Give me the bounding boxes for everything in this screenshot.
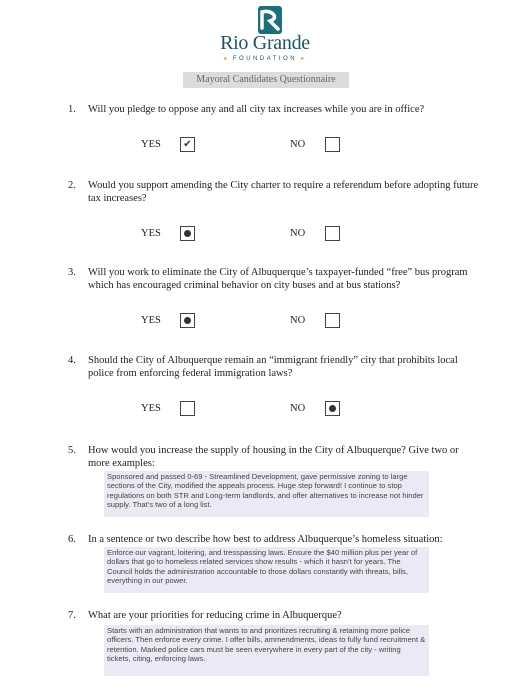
question-number: 7. bbox=[68, 610, 76, 621]
q1-yes-label: YES bbox=[141, 139, 161, 150]
question-text: Will you pledge to oppose any and all city tax increases while you are in office? bbox=[88, 104, 425, 115]
question-number: 2. bbox=[68, 180, 76, 191]
question-text: Would you support amending the City charter to require a referendum before adopting future tax increases? bbox=[88, 180, 479, 204]
q4-no-label: NO bbox=[290, 403, 306, 414]
q3-no-label: NO bbox=[290, 315, 306, 326]
radio-selected-dot bbox=[184, 230, 191, 237]
question-number: 3. bbox=[68, 267, 76, 278]
question-1 bbox=[68, 103, 480, 117]
question-text: Will you work to eliminate the City of Albuquerque’s taxpayer-funded “free” bus program which has encouraged criminal behavior on city buses and at bus stations? bbox=[88, 267, 468, 291]
q2-yes-label: YES bbox=[141, 228, 161, 239]
question-text: Should the City of Albuquerque remain an “immigrant friendly” city that prohibits local police from enforcing federal immigration laws? bbox=[88, 355, 458, 379]
question-number: 4. bbox=[68, 355, 76, 366]
radio-selected-dot bbox=[329, 405, 336, 412]
question-5 bbox=[68, 444, 480, 472]
question-number: 1. bbox=[68, 104, 76, 115]
question-text: What are your priorities for reducing crime in Albuquerque? bbox=[88, 610, 342, 621]
question-text: In a sentence or two describe how best to address Albuquerque’s homeless situation: bbox=[88, 534, 443, 545]
checkmark-icon: ✔ bbox=[183, 139, 192, 150]
question-text: How would you increase the supply of housing in the City of Albuquerque? Give two or more examples: bbox=[88, 445, 459, 469]
question-number: 6. bbox=[68, 534, 76, 545]
question-2 bbox=[68, 179, 480, 207]
question-4 bbox=[68, 354, 480, 382]
q2-no-label: NO bbox=[290, 228, 306, 239]
right-arrow-icon: ▸ bbox=[301, 56, 307, 62]
rio-grande-logo-icon bbox=[258, 6, 282, 34]
q1-no-checkbox[interactable] bbox=[325, 137, 340, 152]
question-7 bbox=[68, 609, 480, 623]
q4-yes-label: YES bbox=[141, 403, 161, 414]
q6-answer-field[interactable]: Enforce our vagrant, loitering, and tresspassing laws. Ensure the $40 million plus per year of dollars that go to homeless related services show results - which it hasn’t for years. The Council holds the administration accountable to those dollars constantly with threats, bills, everything in our power. bbox=[104, 547, 429, 593]
question-3 bbox=[68, 266, 480, 294]
brand-name: Rio Grande bbox=[220, 32, 310, 54]
q4-yes-radio[interactable] bbox=[180, 401, 195, 416]
q2-yes-radio[interactable] bbox=[180, 226, 195, 241]
q3-no-radio[interactable] bbox=[325, 313, 340, 328]
q1-no-label: NO bbox=[290, 139, 306, 150]
q5-answer-field[interactable]: Sponsored and passed 0-69 - Streamlined Development, gave permissive zoning to large sections of the City, modified the appeals process. Huge step forward! I continue to stop regulations on both STR and Long-term landlords, and offer alternatives to increase not hinder supply. That’s two of a long list. bbox=[104, 471, 429, 517]
q7-answer-field[interactable]: Starts with an administration that wants to and prioritizes recruiting & retaining more police officers. Then enforce every crime. I offer bills, ammendments, ideas to fully fund recruitment & retention. Marked police cars must be seen everywhere in every part of the city - writing tickets, citing, enforcing laws. bbox=[104, 625, 429, 676]
q3-yes-radio[interactable] bbox=[180, 313, 195, 328]
q4-no-radio[interactable] bbox=[325, 401, 340, 416]
radio-selected-dot bbox=[184, 317, 191, 324]
brand-subtitle: ◂ FOUNDATION ▸ bbox=[223, 56, 307, 62]
q3-yes-label: YES bbox=[141, 315, 161, 326]
question-6 bbox=[68, 533, 480, 547]
q1-yes-checkbox[interactable] bbox=[180, 137, 195, 152]
q2-no-radio[interactable] bbox=[325, 226, 340, 241]
left-arrow-icon: ◂ bbox=[223, 56, 229, 62]
questionnaire-title: Mayoral Candidates Questionnaire bbox=[183, 72, 349, 88]
question-number: 5. bbox=[68, 445, 76, 456]
